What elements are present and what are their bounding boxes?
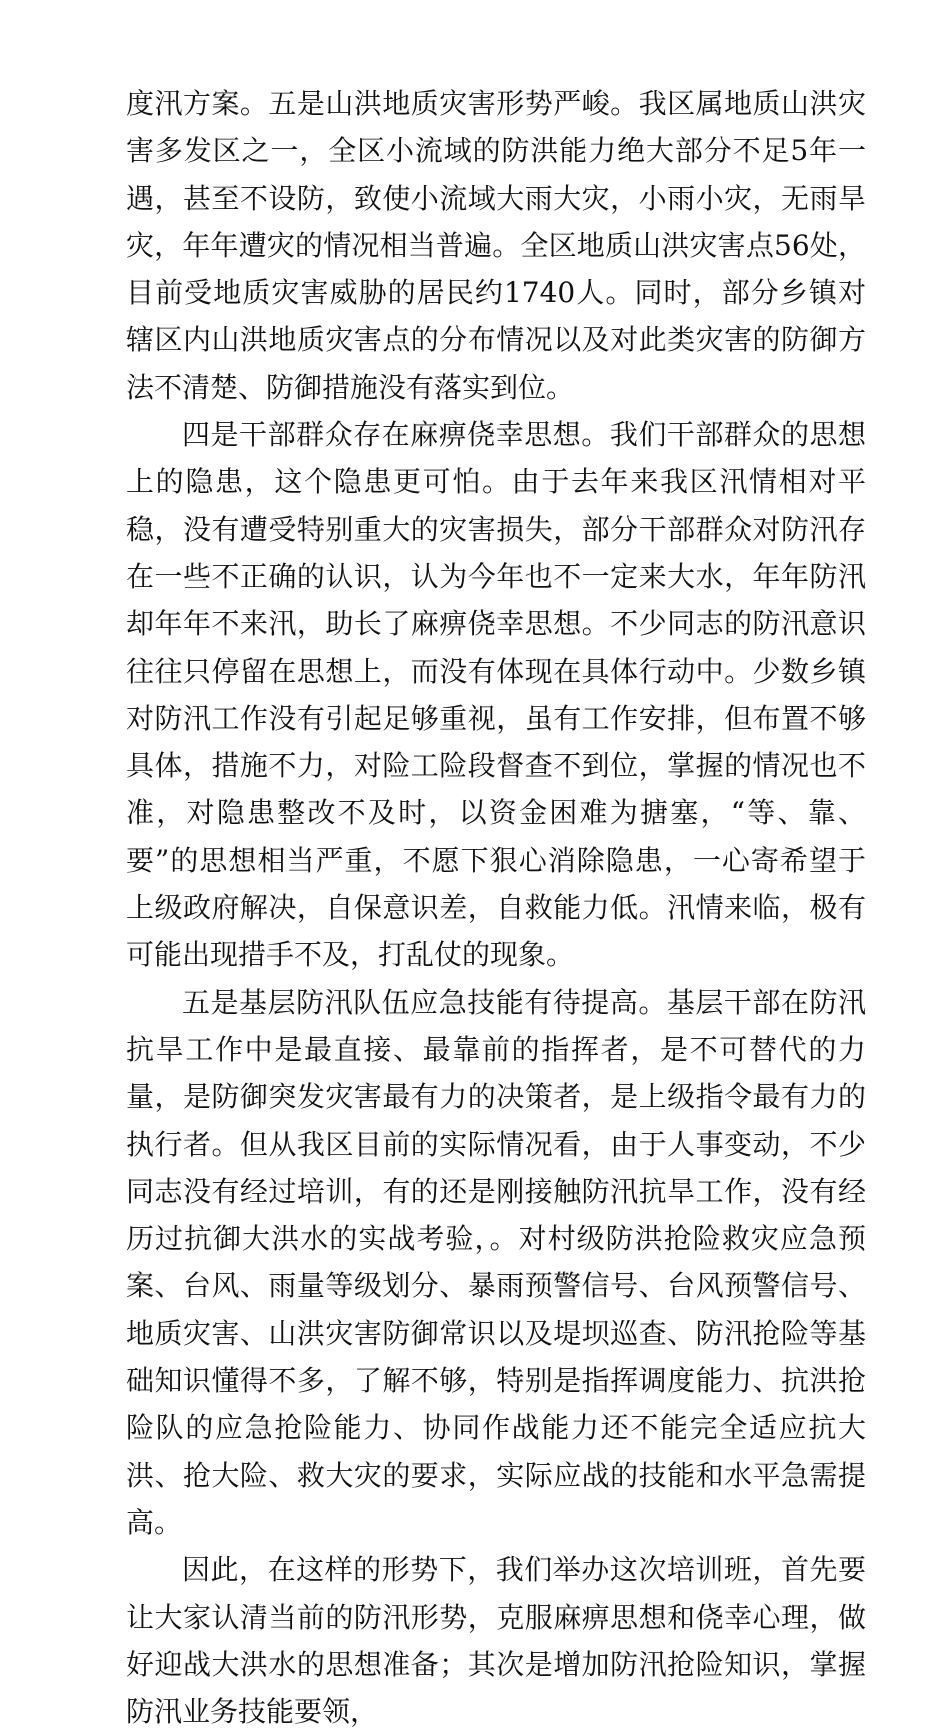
- paragraph-2: 四是干部群众存在麻痹侥幸思想。我们干部群众的思想上的隐患，这个隐患更可怕。由于去年来我区汛情相对平稳，没有遭受特别重大的灾害损失，部分干部群众对防汛存在一些不正确的认识，认为今年也不一定来大水，年年防汛却年年不来汛，助长了麻痹侥幸思想。不少同志的防汛意识往往只停留在思想上，而没有体现在具体行动中。少数乡镇对防汛工作没有引起足够重视，虽有工作安排，但布置不够具体，措施不力，对险工险段督查不到位，掌握的情况也不准，对隐患整改不及时，以资金困难为搪塞，“等、靠、要”的思想相当严重，不愿下狠心消除隐患，一心寄希望于上级政府解决，自保意识差，自救能力低。汛情来临，极有可能出现措手不及，打乱仗的现象。: [126, 418, 866, 972]
- paragraph-4: 因此，在这样的形势下，我们举办这次培训班，首先要让大家认清当前的防汛形势，克服麻痹思想和侥幸心理，做好迎战大洪水的思想准备；其次是增加防汛抢险知识，掌握防汛业务技能要领，: [126, 1553, 866, 1729]
- paragraph-3: 五是基层防汛队伍应急技能有待提高。基层干部在防汛抗旱工作中是最直接、最靠前的指挥者，是不可替代的力量，是防御突发灾害最有力的决策者，是上级指令最有力的执行者。但从我区目前的实际情况看，由于人事变动，不少同志没有经过培训，有的还是刚接触防汛抗旱工作，没有经历过抗御大洪水的实战考验，。对村级防洪抢险救灾应急预案、台风、雨量等级划分、暴雨预警信号、台风预警信号、地质灾害、山洪灾害防御常识以及堤坝巡查、防汛抢险等基础知识懂得不多，了解不够，特别是指挥调度能力、抗洪抢险队的应急抢险能力、协同作战能力还不能完全适应抗大洪、抢大险、救大灾的要求，实际应战的技能和水平急需提高。: [126, 985, 866, 1539]
- paragraph-1: 度汛方案。五是山洪地质灾害形势严峻。我区属地质山洪灾害多发区之一，全区小流域的防洪能力绝大部分不足5年一遇，甚至不设防，致使小流域大雨大灾，小雨小灾，无雨旱灾，年年遭灾的情况相当普遍。全区地质山洪灾害点56处，目前受地质灾害威胁的居民约1740人。同时，部分乡镇对辖区内山洪地质灾害点的分布情况以及对此类灾害的防御方法不清楚、防御措施没有落实到位。: [126, 87, 866, 404]
- document-page: [126, 80, 866, 1735]
